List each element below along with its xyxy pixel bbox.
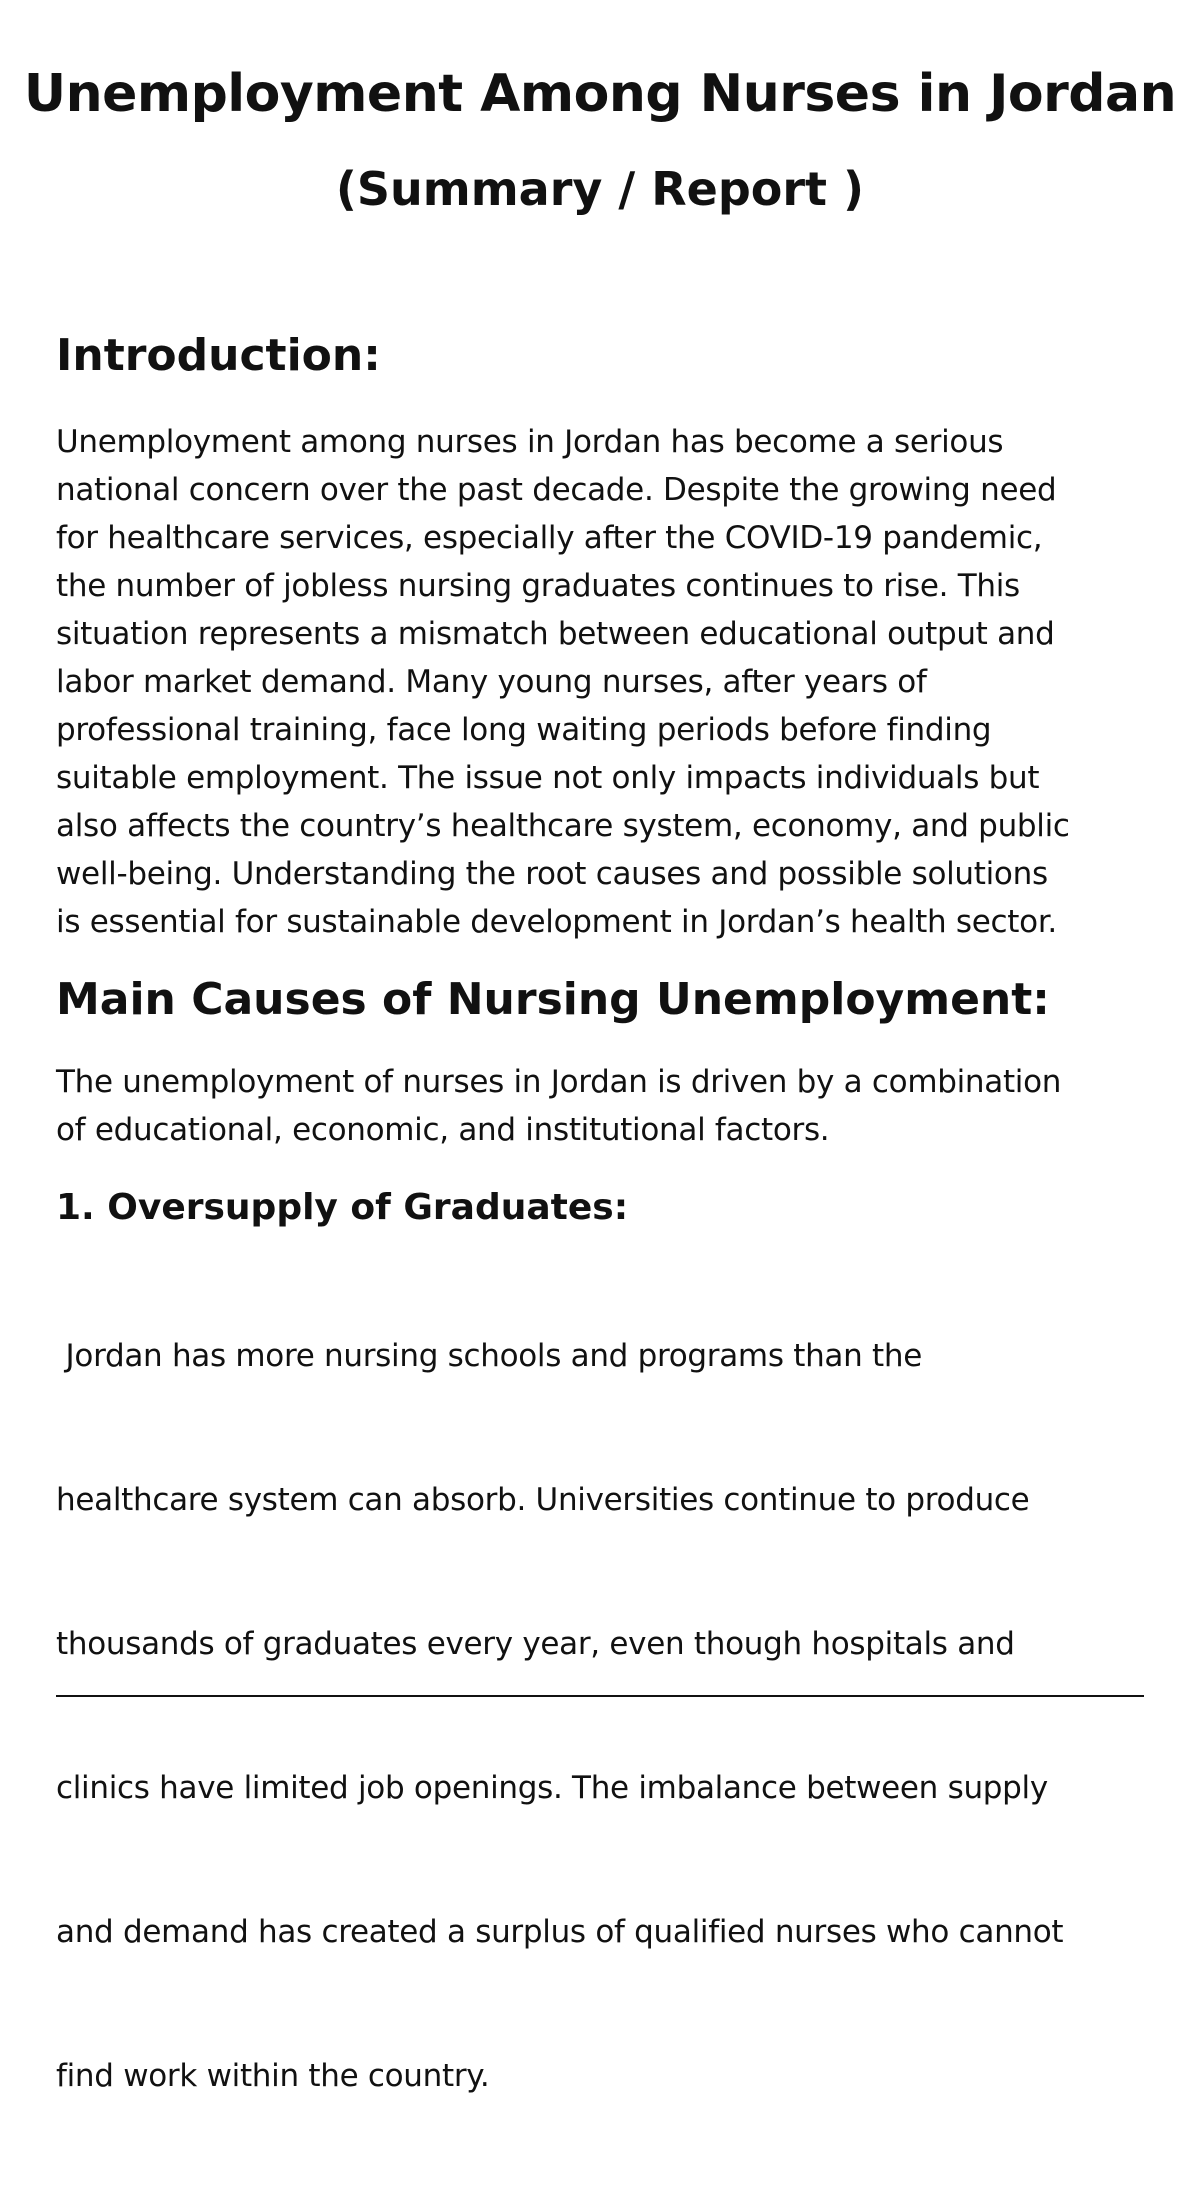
- document-title: Unemployment Among Nurses in Jordan: [23, 64, 1177, 124]
- paragraph-line: the number of jobless nursing graduates continues to rise. This: [56, 568, 1020, 604]
- paragraph-line: situation represents a mismatch between educational output and: [56, 616, 1055, 652]
- paragraph-line: and demand has created a surplus of qualified nurses who cannot: [56, 1914, 1064, 1950]
- paragraph-line: healthcare system can absorb. Universities continue to produce: [56, 1482, 1030, 1518]
- paragraph-line: professional training, face long waiting periods before finding: [56, 712, 992, 748]
- paragraph-line: national concern over the past decade. Despite the growing need: [56, 472, 1057, 508]
- paragraph-line: The unemployment of nurses in Jordan is driven by a combination: [56, 1064, 1062, 1100]
- paragraph-line: of educational, economic, and institutional factors.: [56, 1112, 830, 1148]
- main-causes-intro-paragraph: [56, 1058, 1146, 1154]
- page-bottom-rule: [56, 1695, 1144, 1697]
- paragraph-line: for healthcare services, especially after the COVID-19 pandemic,: [56, 520, 1043, 556]
- paragraph-line: find work within the country.: [56, 2058, 490, 2094]
- introduction-paragraph: [56, 418, 1146, 946]
- paragraph-line: Jordan has more nursing schools and programs than the: [56, 1338, 922, 1374]
- paragraph-line: Unemployment among nurses in Jordan has become a serious: [56, 424, 1004, 460]
- document-subtitle: (Summary / Report ): [335, 162, 865, 216]
- paragraph-line: is essential for sustainable development in Jordan’s health sector.: [56, 904, 1057, 940]
- paragraph-line: clinics have limited job openings. The imbalance between supply: [56, 1770, 1048, 1806]
- paragraph-line: well-being. Understanding the root causes and possible solutions: [56, 856, 1048, 892]
- cause-1-heading: 1. Oversupply of Graduates:: [56, 1187, 629, 1228]
- paragraph-line: also affects the country’s healthcare system, economy, and public: [56, 808, 1070, 844]
- cause-1-paragraph: [56, 1236, 1146, 2196]
- introduction-heading: Introduction:: [56, 330, 381, 381]
- main-causes-heading: Main Causes of Nursing Unemployment:: [56, 974, 1050, 1025]
- paragraph-line: suitable employment. The issue not only impacts individuals but: [56, 760, 1040, 796]
- paragraph-line: labor market demand. Many young nurses, after years of: [56, 664, 927, 700]
- paragraph-line: thousands of graduates every year, even though hospitals and: [56, 1626, 1015, 1662]
